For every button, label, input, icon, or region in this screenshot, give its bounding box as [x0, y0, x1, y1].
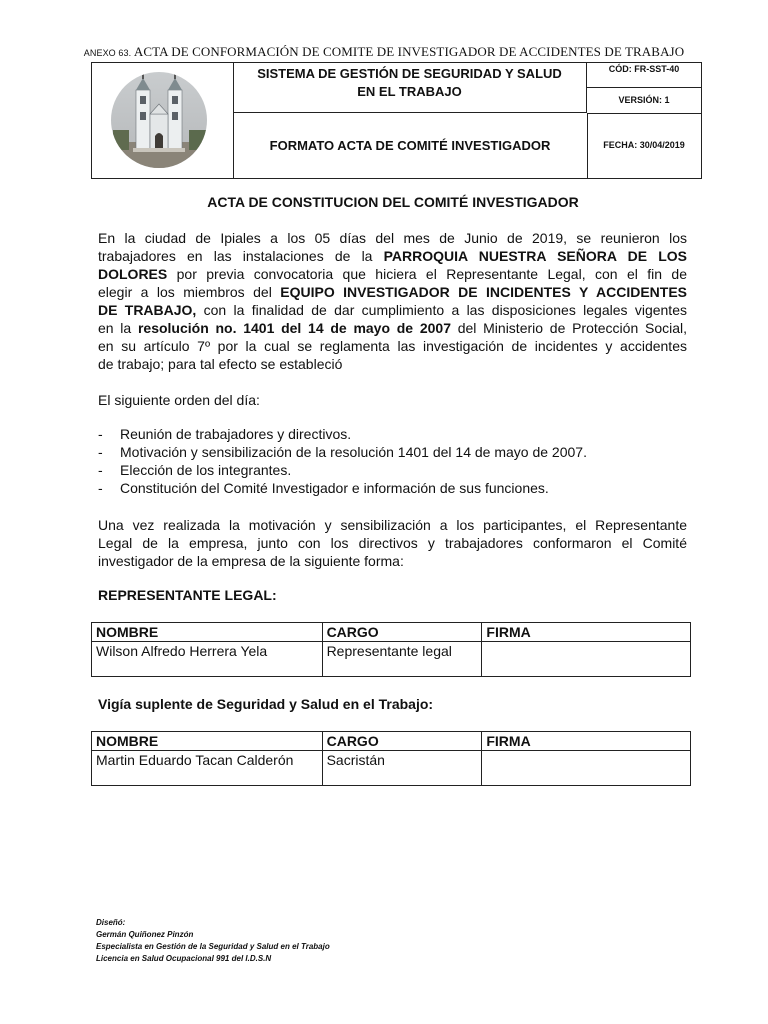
- column-header-role: CARGO: [322, 623, 482, 642]
- legal-rep-signature-field: [482, 642, 691, 677]
- footer-designer-title: Especialista en Gestión de la Seguridad y Salud en el Trabajo: [96, 942, 330, 951]
- agenda-item: - Reunión de trabajadores y directivos.: [98, 425, 587, 443]
- column-header-role: CARGO: [322, 732, 482, 751]
- intro-line: En la ciudad de Ipiales a los 05 días del mes de Junio de 2019, se reunieron los: [98, 230, 687, 246]
- system-name-cell: [233, 63, 587, 113]
- closing-paragraph: [98, 516, 687, 570]
- annex-prefix: ANEXO 63.: [83, 48, 132, 58]
- legal-rep-role: Representante legal: [322, 642, 482, 677]
- vigia-role: Sacristán: [322, 751, 482, 786]
- vigia-table: [91, 731, 691, 786]
- intro-line: DE TRABAJO, con la finalidad de dar cumplimiento a las disposiciones legales vigentes: [98, 302, 687, 318]
- table-header-row: [92, 732, 691, 751]
- annex-title: [0, 44, 768, 60]
- intro-line: DOLORES por previa convocatoria que hiciera el Representante Legal, con el fin de: [98, 266, 687, 282]
- table-row: [92, 642, 691, 677]
- date-cell: FECHA: 30/04/2019: [603, 140, 685, 150]
- system-name-line1: SISTEMA DE GESTIÓN DE SEGURIDAD Y SALUD: [257, 66, 562, 81]
- agenda-list: [98, 425, 587, 497]
- closing-line: Una vez realizada la motivación y sensibilización a los participantes, el Representante: [98, 517, 687, 533]
- annex-text: ACTA DE CONFORMACIÓN DE COMITE DE INVESTIGADOR DE ACCIDENTES DE TRABAJO: [133, 44, 685, 59]
- footer-designer-name: Germán Quiñonez Pinzón: [96, 930, 194, 939]
- vigia-heading: Vigía suplente de Seguridad y Salud en el Trabajo:: [98, 696, 434, 712]
- closing-line: investigador de la empresa de la siguiente forma:: [98, 553, 404, 569]
- version-cell: VERSIÓN: 1: [587, 88, 701, 114]
- column-header-name: NOMBRE: [92, 623, 323, 642]
- agenda-intro: El siguiente orden del día:: [98, 392, 260, 408]
- intro-paragraph: [98, 229, 687, 373]
- code-cell: CÓD: FR-SST-40: [587, 63, 701, 88]
- footer-credits: [96, 917, 330, 965]
- closing-line: Legal de la empresa, junto con los directivos y trabajadores conformaron el Comité: [98, 535, 687, 551]
- church-photo-icon: [111, 72, 207, 168]
- column-header-name: NOMBRE: [92, 732, 323, 751]
- footer-license: Licencia en Salud Ocupacional 991 del I.D.S.N: [96, 954, 272, 963]
- agenda-item: - Constitución del Comité Investigador e información de sus funciones.: [98, 479, 587, 497]
- legal-rep-name: Wilson Alfredo Herrera Yela: [92, 642, 323, 677]
- vigia-name: Martin Eduardo Tacan Calderón: [92, 751, 323, 786]
- legal-rep-table: [91, 622, 691, 677]
- table-row: [92, 751, 691, 786]
- intro-line: trabajadores en las instalaciones de la PARROQUIA NUESTRA SEÑORA DE LOS: [98, 248, 687, 264]
- intro-line: elegir a los miembros del EQUIPO INVESTIGADOR DE INCIDENTES Y ACCIDENTES: [98, 284, 687, 300]
- intro-line: en la resolución no. 1401 del 14 de mayo de 2007 del Ministerio de Protección Social,: [98, 320, 687, 336]
- column-header-signature: FIRMA: [482, 623, 691, 642]
- document-header: [91, 62, 702, 179]
- column-header-signature: FIRMA: [482, 732, 691, 751]
- format-name-cell: FORMATO ACTA DE COMITÉ INVESTIGADOR: [233, 113, 588, 178]
- logo-cell: [92, 63, 234, 178]
- intro-line: de trabajo; para tal efecto se estableció: [98, 356, 343, 372]
- agenda-item: - Elección de los integrantes.: [98, 461, 587, 479]
- system-name-line2: EN EL TRABAJO: [357, 84, 462, 99]
- legal-rep-heading: REPRESENTANTE LEGAL:: [98, 587, 277, 603]
- document-title: ACTA DE CONSTITUCION DEL COMITÉ INVESTIGADOR: [207, 194, 579, 210]
- intro-line: en su artículo 7º por la cual se reglamenta las investigación de incidentes y accidentes: [98, 338, 687, 354]
- table-header-row: [92, 623, 691, 642]
- agenda-item: - Motivación y sensibilización de la resolución 1401 del 14 de mayo de 2007.: [98, 443, 587, 461]
- vigia-signature-field: [482, 751, 691, 786]
- footer-label: Diseñó:: [96, 918, 126, 927]
